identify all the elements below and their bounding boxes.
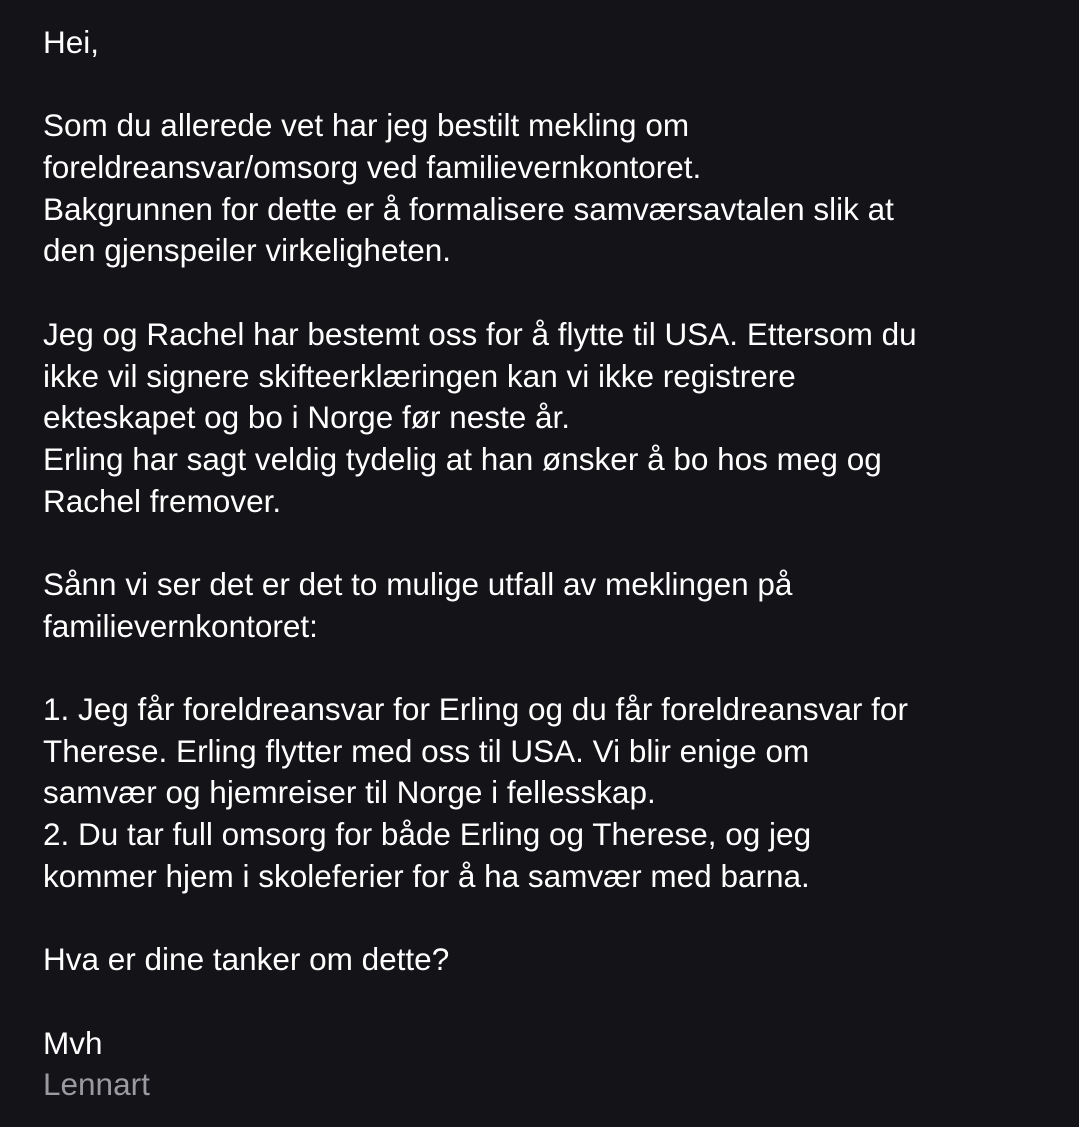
text-line: 1. Jeg får foreldreansvar for Erling og du får foreldreansvar for [43, 691, 908, 727]
blank-line [43, 64, 1079, 106]
text-line: Som du allerede vet har jeg bestilt mekling om [43, 107, 690, 144]
text-line: den gjenspeiler virkeligheten. [43, 232, 452, 269]
text-line: ikke vil signere skifteerklæringen kan vi ikke registrere [43, 357, 796, 394]
text-line: Therese. Erling flytter med oss til USA. Vi blir enige om [43, 732, 810, 769]
greeting: Hei, [43, 24, 100, 60]
text-line: samvær og hjemreiser til Norge i fellesskap. [43, 774, 656, 811]
text-line: kommer hjem i skoleferier for å ha samvær med barna. [43, 857, 810, 894]
paragraph-outcomes-list [43, 689, 1079, 897]
text-line: ekteskapet og bo i Norge før neste år. [43, 399, 571, 436]
text-line: Hva er dine tanker om dette? [43, 941, 450, 978]
text-line: Sånn vi ser det er det to mulige utfall av meklingen på [43, 565, 793, 602]
paragraph-mediation [43, 105, 1079, 272]
blank-line [43, 647, 1079, 689]
text-line: Erling har sagt veldig tydelig at han ønsker å bo hos meg og [43, 440, 882, 477]
text-line: Jeg og Rachel har bestemt oss for å flytte til USA. Ettersom du [43, 315, 917, 352]
blank-line [43, 897, 1079, 939]
text-line: Rachel fremover. [43, 482, 282, 519]
text-line: foreldreansvar/omsorg ved familievernkontoret. [43, 149, 702, 186]
blank-line [43, 522, 1079, 564]
text-line: familievernkontoret: [43, 607, 318, 644]
signature-name: Lennart [43, 1066, 150, 1103]
paragraph-outcomes-intro [43, 564, 1079, 647]
paragraph-question [43, 939, 1079, 981]
closing: Mvh [43, 1024, 103, 1061]
text-line: Bakgrunnen for dette er å formalisere samværsavtalen slik at [43, 190, 894, 227]
blank-line [43, 981, 1079, 1023]
text-line: 2. Du tar full omsorg for både Erling og Therese, og jeg [43, 816, 812, 853]
blank-line [43, 272, 1079, 314]
paragraph-moving [43, 314, 1079, 522]
